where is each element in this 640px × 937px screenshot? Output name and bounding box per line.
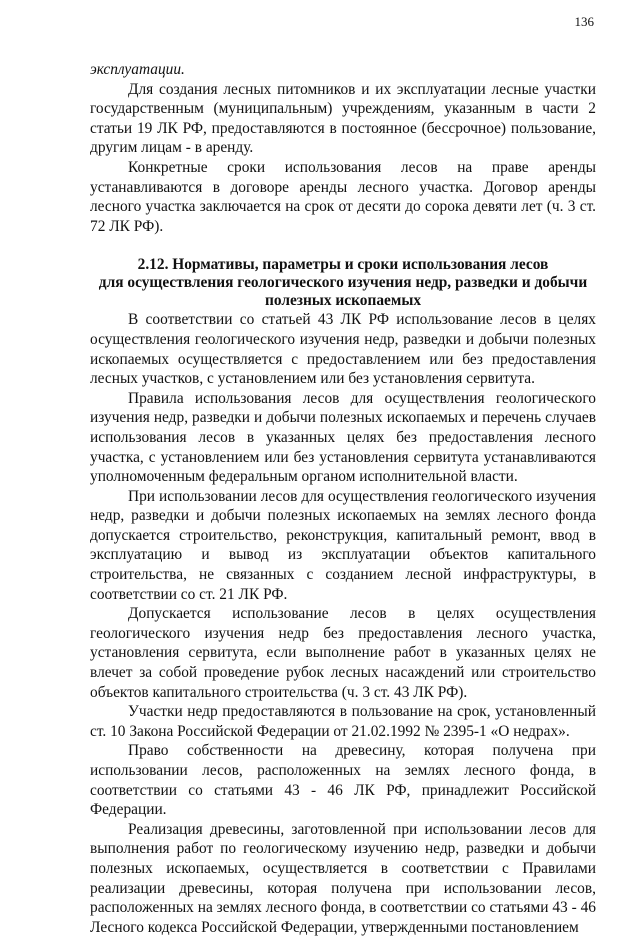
paragraph-without-plot: Допускается использование лесов в целях осуществления геологического изучения недр без предоставления лесного участка, установления сервитута, если выполнение работ в указанных целях не влечет за собой проведение рубок лесных насаждений или строительство объектов капитального строительства (ч. 3 ст. 43 ЛК РФ). <box>90 605 596 701</box>
continued-fragment: эксплуатации. <box>90 61 185 78</box>
section-heading-line-3: полезных ископаемых <box>264 292 422 310</box>
page-number: 136 <box>574 14 594 29</box>
paragraph-lease-terms: Конкретные сроки использования лесов на праве аренды устанавливаются в договоре аренды лесного участка. Договор аренды лесного участка заключается на срок от десяти до сорока девяти лет (ч. 3 ст. 72 ЛК РФ). <box>90 158 596 235</box>
paragraph-timber-sale: Реализация древесины, заготовленной при использовании лесов для выполнения работ по геологическому изучению недр, разведки и добычи полезных ископаемых, осуществляется в соответствии с Правилами реализации древесины, которая получена при использовании лесов, расположенных на землях лесного фонда, в соответствии со статьями 43 - 46 Лесного кодекса Российской Федерации, утвержденными постановлением <box>90 820 596 936</box>
document-body <box>90 60 596 937</box>
paragraph-subsoil-term: Участки недр предоставляются в пользование на срок, установленный ст. 10 Закона Российской Федерации от 21.02.1992 № 2395-1 «О недрах». <box>90 703 596 740</box>
section-heading-line-1: 2.12. Нормативы, параметры и сроки использования лесов <box>137 256 549 274</box>
paragraph-rules: Правила использования лесов для осуществления геологического изучения недр, разведки и добычи полезных ископаемых и перечень случаев использования лесов в указанных целях без предоставления лесного участка, с установлением или без установления сервитута устанавливаются уполномоченным федеральным органом исполнительной власти. <box>90 389 596 486</box>
section-heading <box>90 256 596 310</box>
paragraph-nurseries: Для создания лесных питомников и их эксплуатации лесные участки государственным (муниципальным) учреждениям, указанным в части 2 статьи 19 ЛК РФ, предоставляются в постоянное (бессрочное) пользование, другим лицам - в аренду. <box>90 80 596 157</box>
paragraph-construction: При использовании лесов для осуществления геологического изучения недр, разведки и добычи полезных ископаемых на землях лесного фонда допускается строительство, реконструкция, капитальный ремонт, ввод в эксплуатацию и вывод из эксплуатации объектов капитального строительства, не связанных с созданием лесной инфраструктуры, в соответствии со ст. 21 ЛК РФ. <box>90 487 596 603</box>
paragraph-timber-ownership: Право собственности на древесину, которая получена при использовании лесов, расположенных на землях лесного фонда, в соответствии со статьями 43 - 46 ЛК РФ, принадлежит Российской Федерации. <box>90 742 596 819</box>
section-heading-line-2: для осуществления геологического изучения недр, разведки и добычи <box>98 274 588 292</box>
paragraph-article-43: В соответствии со статьей 43 ЛК РФ использование лесов в целях осуществления геологического изучения недр, разведки и добычи полезных ископаемых осуществляется с предоставлением или без предоставления лесных участков, с установлением или без установления сервитута. <box>90 311 596 388</box>
